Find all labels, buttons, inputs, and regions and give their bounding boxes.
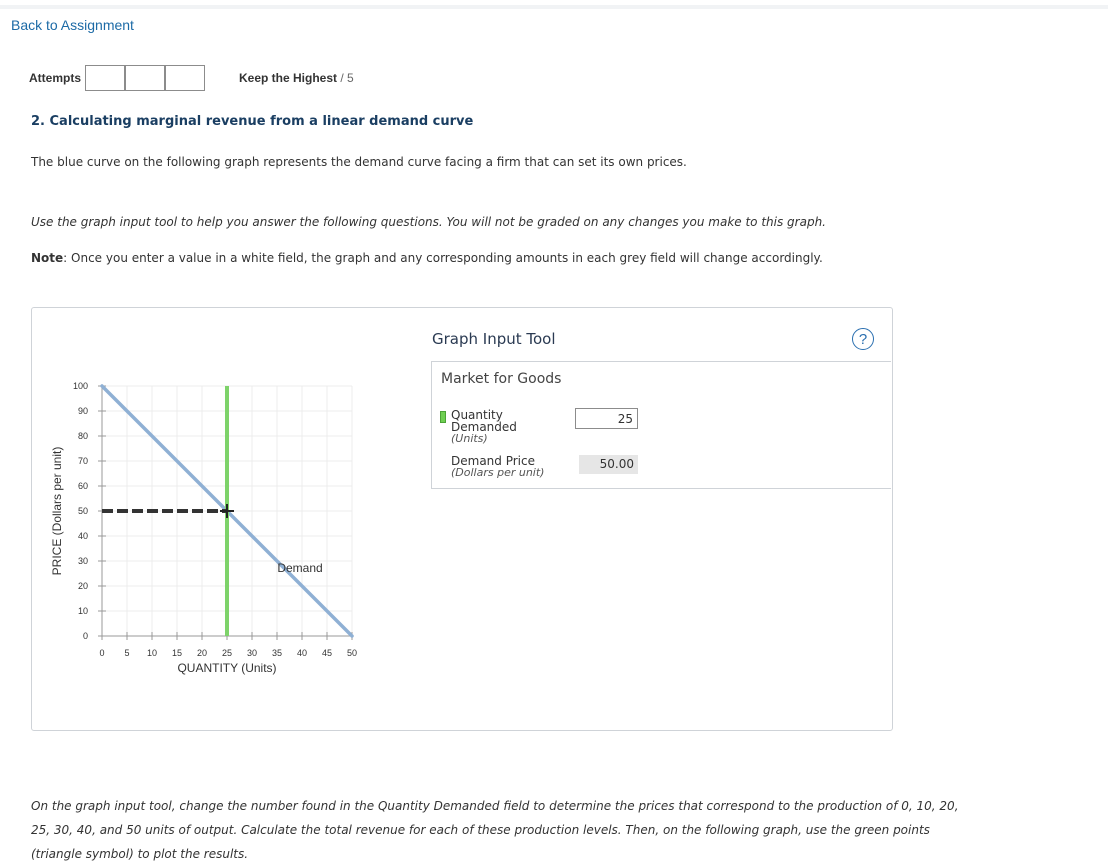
x-tick-label: 35 [271, 648, 283, 658]
help-icon[interactable]: ? [852, 328, 874, 350]
quantity-unit: (Units) [451, 432, 488, 445]
x-tick-label: 45 [321, 648, 333, 658]
x-tick-label: 5 [124, 648, 130, 658]
y-tick-label: 100 [72, 381, 88, 391]
y-tick-label: 50 [77, 506, 88, 516]
y-tick-label: 80 [77, 431, 88, 441]
bottom-instructions: On the graph input tool, change the number found in the Quantity Demanded field to determine the prices that correspond to the production of 0, 10, 20, 25, 30, 40, and 50 units of output. Calculate the total revenue for each of these production levels. Then, on the following graph, use the green points (triangle symbol) to plot the results. [31, 799, 959, 861]
y-tick-label: 30 [77, 556, 88, 566]
x-tick-label: 25 [221, 648, 233, 658]
y-axis-label: PRICE (Dollars per unit) [50, 446, 64, 576]
back-to-assignment-link[interactable]: Back to Assignment [11, 17, 134, 33]
x-tick-label: 30 [246, 648, 258, 658]
x-tick-label: 40 [296, 648, 308, 658]
y-tick-label: 0 [82, 631, 88, 641]
intro-text: The blue curve on the following graph represents the demand curve facing a firm that can set its own prices. [31, 155, 687, 169]
y-tick-label: 20 [77, 581, 88, 591]
y-tick-label: 60 [77, 481, 88, 491]
demand-curve-label: Demand [277, 561, 323, 575]
y-tick-label: 40 [77, 531, 88, 541]
x-tick-label: 0 [99, 648, 105, 658]
demand-price-field: 50.00 [579, 455, 638, 474]
graph-input-tool-title: Graph Input Tool [432, 330, 556, 348]
x-tick-label: 50 [346, 648, 358, 658]
x-tick-label: 10 [146, 648, 158, 658]
market-title: Market for Goods [441, 371, 562, 387]
note-label: Note [31, 251, 64, 265]
quantity-label-line1: Quantity [451, 408, 503, 422]
y-tick-label: 70 [77, 456, 88, 466]
attempts-label: Attempts [29, 71, 82, 85]
instruction-text: Use the graph input tool to help you answer the following questions. You will not be graded on any changes you make to this graph. [31, 215, 826, 229]
price-label: Demand Price [451, 454, 535, 468]
quantity-label-line2: Demanded [451, 420, 517, 434]
quantity-swatch-icon [440, 411, 446, 423]
y-tick-label: 10 [77, 606, 88, 616]
quantity-demanded-input[interactable] [575, 408, 638, 429]
keep-highest-label: Keep the Highest [239, 71, 338, 85]
x-axis-label: QUANTITY (Units) [177, 661, 277, 675]
x-tick-label: 15 [171, 648, 183, 658]
chart-tick-labels [73, 381, 357, 658]
note-body: : Once you enter a value in a white field, the graph and any corresponding amounts in each grey field will change accordingly. [63, 251, 823, 265]
question-title: 2. Calculating marginal revenue from a linear demand curve [31, 114, 474, 129]
price-unit: (Dollars per unit) [451, 466, 545, 479]
y-tick-label: 90 [77, 406, 88, 416]
x-tick-label: 20 [196, 648, 208, 658]
attempts-total: / 5 [340, 71, 354, 85]
